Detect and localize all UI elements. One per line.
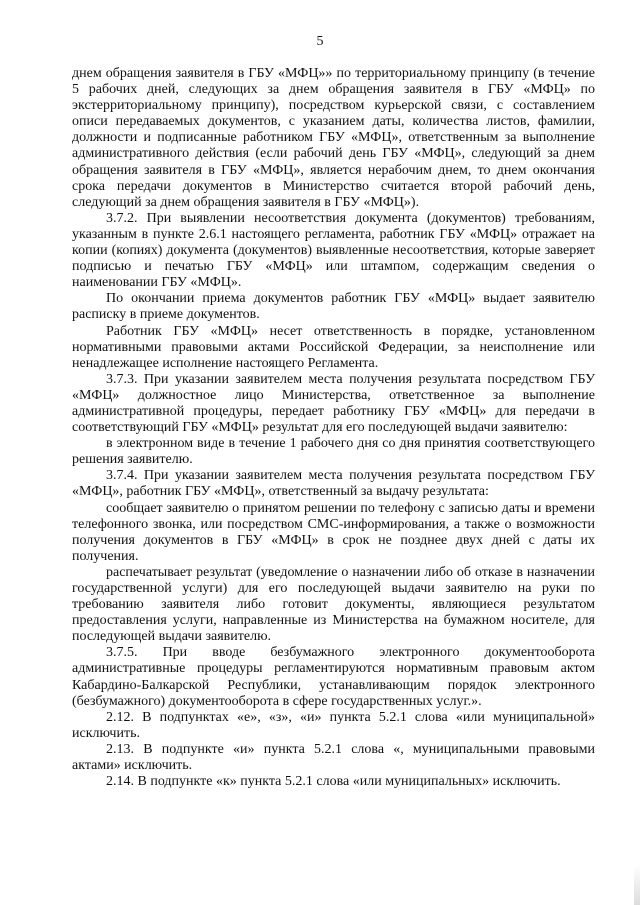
paragraph: в электронном виде в течение 1 рабочего дня со дня принятия соответствующего решения заявителю. bbox=[72, 436, 595, 468]
paragraph: 2.12. В подпунктах «е», «з», «и» пункта 5.2.1 слова «или муниципальной» исключить. bbox=[72, 709, 595, 741]
paragraph: 3.7.3. При указании заявителем места получения результата посредством ГБУ «МФЦ» должностное лицо Министерства, ответственное за выполнение административной процедуры, передает работнику ГБУ «МФЦ» для передачи в соответствующий ГБУ «МФЦ» результат для его последующей выдачи заявителю: bbox=[72, 371, 595, 436]
paragraph: сообщает заявителю о принятом решении по телефону с записью даты и времени телефонного звонка, или посредством СМС-информирования, а также о возможности получения документов в ГБУ «МФЦ» в срок не позднее двух дней с даты их получения. bbox=[72, 500, 595, 564]
document-body bbox=[72, 66, 595, 790]
scan-edge-shadow bbox=[634, 865, 640, 905]
paragraph: распечатывает результат (уведомление о назначении либо об отказе в назначении государственной услуги) для его последующей выдачи заявителю на руки по требованию заявителя либо готовит документы, являющиеся результатом предоставления услуги, направленные из Министерства на бумажном носителе, для последующей выдачи заявителю. bbox=[72, 564, 595, 645]
paragraph: По окончании приема документов работник ГБУ «МФЦ» выдает заявителю расписку в приеме документов. bbox=[72, 291, 595, 323]
paragraph: Работник ГБУ «МФЦ» несет ответственность в порядке, установленном нормативными правовыми актами Российской Федерации, за неисполнение или ненадлежащее исполнение настоящего Регламента. bbox=[72, 323, 595, 371]
paragraph: 3.7.5. При вводе безбумажного электронного документооборота административные процедуры регламентируются нормативным правовым актом Кабардино-Балкарской Республики, устанавливающим порядок электронного (безбумажного) документооборота в сфере государственных услуг.». bbox=[72, 645, 595, 709]
paragraph: 2.13. В подпункте «и» пункта 5.2.1 слова «, муниципальными правовыми актами» исключить. bbox=[72, 741, 595, 774]
paragraph: днем обращения заявителя в ГБУ «МФЦ»» по территориальному принципу (в течение 5 рабочих дней, следующих за днем обращения заявителя в ГБУ «МФЦ» по экстерриториальному принципу), посредством курьерской связи, с составлением описи передаваемых документов, с указанием даты, количества листов, фамилии, должности и подписанные работником ГБУ «МФЦ», ответственным за выполнение административного действия (если рабочий день ГБУ «МФЦ», следующий за днем обращения заявителя в ГБУ «МФЦ», является нерабочим днем, то днем окончания срока передачи документов в Министерство считается второй рабочий день, следующий за днем обращения заявителя в ГБУ «МФЦ»). bbox=[72, 66, 595, 210]
paragraph: 2.14. В подпункте «к» пункта 5.2.1 слова «или муниципальных» исключить. bbox=[106, 774, 561, 790]
page-number: 5 bbox=[316, 34, 324, 49]
paragraph: 3.7.2. При выявлении несоответствия документа (документов) требованиям, указанным в пункте 2.6.1 настоящего регламента, работник ГБУ «МФЦ» отражает на копии (копиях) документа (документов) выявленные несоответствия, которые заверяет подписью и печатью ГБУ «МФЦ» или штампом, содержащим сведения о наименовании ГБУ «МФЦ». bbox=[72, 210, 595, 291]
paragraph: 3.7.4. При указании заявителем места получения результата посредством ГБУ «МФЦ», работник ГБУ «МФЦ», ответственный за выдачу результата: bbox=[72, 468, 595, 500]
